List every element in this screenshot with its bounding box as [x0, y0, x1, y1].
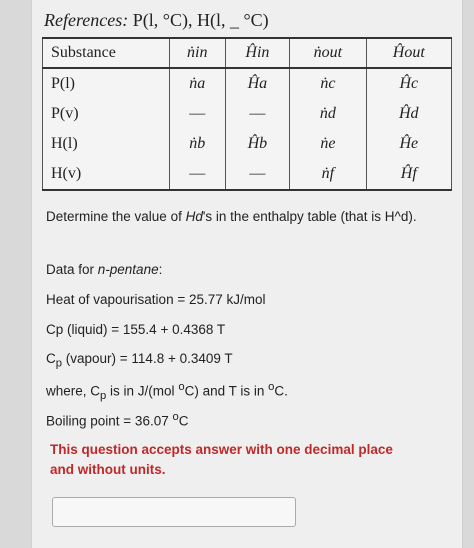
column-header: Substance — [43, 38, 170, 68]
references-line: References: P(l, °C), H(l, _ °C) — [44, 10, 269, 30]
question-text: Determine the value of Hd's in the enthalpy table (that is H^d). — [46, 209, 417, 224]
table-cell: — — [225, 159, 290, 190]
table-cell: — — [225, 99, 290, 129]
units-note: where, $C_p$ is in J/(mol $^o$C) and T is in $^o$C. — [46, 381, 288, 403]
table-cell: ṅf — [290, 159, 366, 190]
table-cell: Ĥe — [366, 129, 451, 159]
table-cell: ṅa — [170, 68, 226, 99]
table-cell: Ĥc — [366, 68, 451, 99]
enthalpy-table — [42, 37, 452, 191]
substance-cell: H(l) — [43, 129, 170, 159]
table-cell: Ĥb — [225, 129, 290, 159]
column-header: Ĥin — [225, 38, 290, 68]
boiling-point: Boiling point = 36.07 $^o$C — [46, 411, 189, 429]
answer-format-warning: This question accepts answer with one decimal place and without units. — [50, 442, 393, 477]
table-cell: Ĥf — [366, 159, 451, 190]
table-cell: ṅd — [290, 99, 366, 129]
table-cell: ṅb — [170, 129, 226, 159]
table-header-row — [43, 38, 452, 68]
table-row — [43, 159, 452, 190]
substance-cell: P(v) — [43, 99, 170, 129]
column-header: ṅin — [170, 38, 226, 68]
table-row — [43, 99, 452, 129]
heat-of-vapourisation: Heat of vapourisation = 25.77 kJ/mol — [46, 292, 266, 307]
table-row — [43, 129, 452, 159]
answer-input[interactable] — [52, 497, 296, 527]
table-cell: — — [170, 159, 226, 190]
table-cell: ṅc — [290, 68, 366, 99]
table-row — [43, 68, 452, 99]
substance-cell: H(v) — [43, 159, 170, 190]
table-cell: Ĥd — [366, 99, 451, 129]
table-cell: Ĥa — [225, 68, 290, 99]
table-cell: — — [170, 99, 226, 129]
table-cell: ṅe — [290, 129, 366, 159]
cp-vapour: $C_p$ (vapour) = 114.8 + 0.3409 T — [46, 351, 233, 370]
cp-liquid: Cp (liquid) = 155.4 + 0.4368 T — [46, 322, 226, 337]
data-label: Data for n-pentane: — [46, 262, 163, 277]
substance-cell: P(l) — [43, 68, 170, 99]
column-header: ṅout — [290, 38, 366, 68]
column-header: Ĥout — [366, 38, 451, 68]
